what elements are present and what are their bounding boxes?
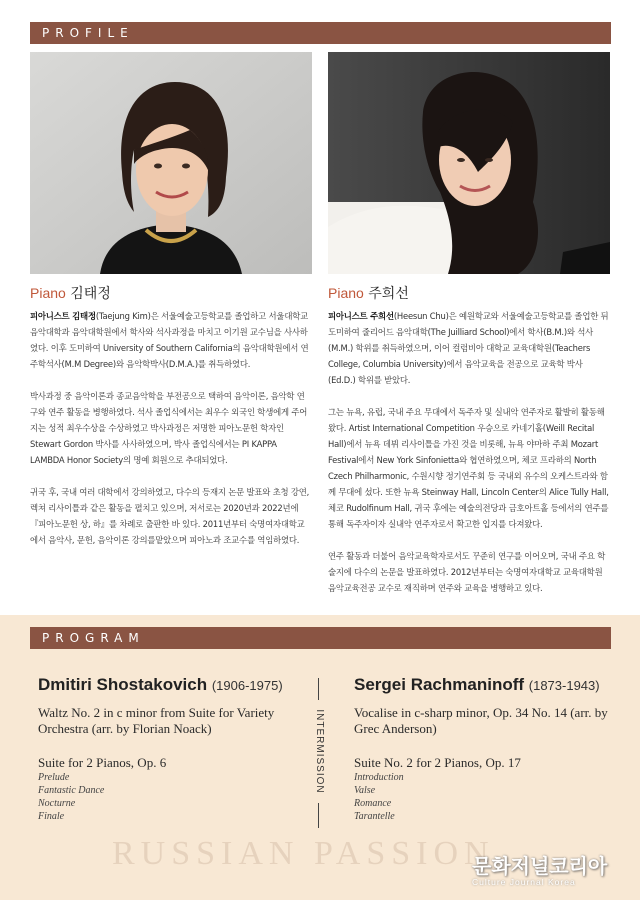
bio-paragraph <box>328 548 610 596</box>
movement-title: Introduction <box>354 772 404 783</box>
bio-text: 귀국 후, 국내 여러 대학에서 강의하였고, 다수의 등재지 논문 발표와 초청 강연, 렉쳐 리사이틀과 같은 활동을 펼치고 있으며, 저서로는 2020년과 2022년에 『피아노문헌 상, 하』를 차례로 출판한 바 있다. 2011년부터 숙명여자대학교에서 음악사, 문헌, 음악이론 강의를맡았으며 피아노과 조교수를 역임하였다. <box>30 487 310 545</box>
work-title: Suite for 2 Pianos, Op. 6 <box>38 755 167 770</box>
bio-paragraph <box>30 308 312 372</box>
movement-title: Valse <box>354 785 376 796</box>
movement-title: Tarantelle <box>354 811 395 822</box>
bio-text: 박사과정 중 음악이론과 종교음악학을 부전공으로 택하여 음악이론, 음악학 연구와 연주 활동을 병행하였다. 석사 졸업식에서는 최우수 외국인 학생에게 주어지는 성적 최우수상을 수상하였고 박사과정은 저명한 피아노문헌 학자인 Stewart Gordon 박사를 사사하였으며, 박사 졸업식에서는 PI KAPPA LAMBDA Honor Society의 명예 회원으로 추대되었다. <box>30 391 308 465</box>
performer-role: Piano <box>30 285 66 301</box>
composer-label: Sergei Rachmaninoff <box>354 675 529 694</box>
bio-paragraph <box>30 484 312 548</box>
concert-title: RUSSIAN PASSION <box>112 835 495 872</box>
performer-role: Piano <box>328 285 364 301</box>
performer-name: 김태정 <box>70 286 111 302</box>
bio-text: 연주 활동과 더불어 음악교육학자로서도 꾸준히 연구를 이어오며, 국내 주요 학술지에 다수의 논문을 발표하였다. 2012년부터는 숙명여자대학교 교육대학원 음악교육전공 교수로 재직하며 연주와 교육을 병행하고 있다. <box>328 551 606 593</box>
publisher-logo <box>472 850 607 887</box>
performer-name: 주희선 <box>368 286 409 302</box>
program-column-rachmaninoff <box>354 675 624 823</box>
performer-photo-kim <box>30 52 312 274</box>
program-heading: PROGRAM <box>42 631 145 645</box>
movement-title: Romance <box>354 798 392 809</box>
intermission-divider <box>312 678 326 828</box>
movement-title: Prelude <box>38 772 70 783</box>
bio-name-highlight: 피아니스트 주희선 <box>328 311 394 321</box>
intermission-label: INTERMISSION <box>314 709 325 794</box>
composer-years: (1906-1975) <box>211 678 283 693</box>
profile-heading: PROFILE <box>42 26 134 40</box>
performer-name-chu <box>328 283 409 303</box>
performer-bio-chu <box>328 308 610 612</box>
logo-korean: 문화저널코리아 <box>472 854 608 878</box>
composer-name <box>354 675 624 695</box>
movement-title: Nocturne <box>38 798 76 809</box>
composer-label: Dmitiri Shostakovich <box>38 675 212 694</box>
profile-banner <box>30 22 611 44</box>
composer-years: (1873-1943) <box>528 678 600 693</box>
program-column-shostakovich <box>38 675 308 823</box>
work-title: Suite No. 2 for 2 Pianos, Op. 17 <box>354 755 521 770</box>
bio-text: 그는 뉴욕, 유럽, 국내 주요 무대에서 독주자 및 실내악 연주자로 활발히 활동해왔다. Artist International Competition 우승으로 카네기홀(Weill Recital Hall)에서 뉴욕 데뷔 리사이틀을 가진 것을 비롯해, 뉴욕 야마하 주최 Mozart Festival에서 New York Sinfonietta와 협연하였으며, 체코 프라하의 North Czech Philharmonic, 수원시향 정기연주회 등 국내외 유수의 오케스트라와 함께 무대에 섰다. 또한 뉴욕 Steinway Hall, Lincoln Center의 Alice Tully Hall, 체코 Rudolfinum Hall, 귀국 후에는 예술의전당과 금호아트홀 등에서의 연주를 통해 독주자이자 실내악 연주자로서 확고한 입지를 다져왔다. <box>328 407 609 529</box>
bio-paragraph <box>328 308 610 388</box>
program-banner <box>30 627 611 649</box>
movement-title: Finale <box>38 811 65 822</box>
divider-line-top <box>318 678 319 700</box>
performer-name-kim <box>30 283 111 303</box>
divider-line-bottom <box>318 803 319 828</box>
composer-name <box>38 675 308 695</box>
performer-bio-kim <box>30 308 312 564</box>
bio-text: (Heesun Chu)은 예원학교와 서울예술고등학교를 졸업한 뒤 도미하여 줄리어드 음악대학(The Juilliard School)에서 학사(B.M.)와 석사(M.M.) 학위를 취득하였으며, 이어 컬럼비아 대학교 교육대학원(Teachers College, Columbia University)에서 음악교육을 전공으로 교육학 박사(Ed.D.) 학위를 받았다. <box>328 311 609 385</box>
bio-name-highlight: 피아니스트 김태정 <box>30 311 96 321</box>
bio-paragraph <box>328 404 610 532</box>
work-title: Vocalise in c-sharp minor, Op. 34 No. 14 (arr. by Grec Anderson) <box>354 705 608 736</box>
bio-paragraph <box>30 388 312 468</box>
logo-english: Culture Journal Korea <box>472 877 576 887</box>
work-title: Waltz No. 2 in c minor from Suite for Variety Orchestra (arr. by Florian Noack) <box>38 705 275 736</box>
performer-photo-chu <box>328 52 610 274</box>
bio-text: (Taejung Kim)은 서울예술고등학교를 졸업하고 서울대학교 음악대학과 음악대학원에서 학사와 석사과정을 마치고 이기원 교수님을 사사하였다. 이후 도미하여 University of Southern California의 음악대학원에서 연주학석사(M.M Degree)와 음악학박사(D.M.A.)를 취득하였다. <box>30 311 309 369</box>
movement-title: Fantastic Dance <box>38 785 105 796</box>
